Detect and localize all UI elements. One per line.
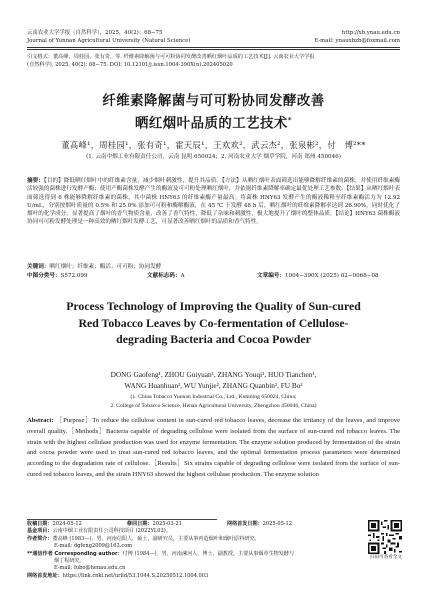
citation-format <box>27 53 400 69</box>
article-id: 1004−390X (2025) 02−0068−08 <box>284 273 379 279</box>
authors-en-line-2: WANG Huanhuan², WU Yunjie², ZHANG Quanbin², FU Bo² <box>124 380 303 390</box>
online-date: 2025-05-12 <box>262 521 293 527</box>
footnotes <box>27 521 357 580</box>
abstract-cn-label: 摘要： <box>27 178 44 184</box>
keywords-cn-label: 关键词： <box>27 264 50 270</box>
qr-label: 扫码可查看全文 <box>369 555 403 560</box>
affiliation-en-line-1: (1. China Tobacco Yunnan Industrial Co., Ltd., Kunming 650024, China; <box>130 394 297 400</box>
journal-title-cn: 云南农业大学学报（自然科学），2025，40(2)：68−75 <box>27 30 163 36</box>
title-en <box>40 298 387 348</box>
abstract-en-label: Abstract: <box>27 417 54 424</box>
affiliation-en <box>30 393 397 412</box>
abstract-en-text: ［Purpose］To reduce the cellulose content in sun-cured red tobacco leaves, decrease the irritancy of the leaves, and improve overall quality.［Methods］Bacteria capable of degrading cellulose were isolated from the surface of sun-cured red tobacco leaves. The strain with the highest cellulase production was used for enzyme fermentation. The enzyme solution produced by fermentation of the strain and cocoa powder were used to treat sun-cured red tobacco leaves, and the optimal fermentation process parameters were determined according to the degradation rate of cellulose.［Results］Six strains capable of degrading cellulose were isolated from the surface of sun-cured red tobacco leaves, and the strain HNY63 showed the highest cellulase production. The enzyme solution <box>27 417 400 478</box>
affiliation-en-line-2: 2. College of Tobacco Science, Henan Agricultural University, Zhengzhou 450046, China) <box>110 403 317 410</box>
corr-author-email[interactable]: E-mail: fubo@henau.edu.cn <box>54 565 126 572</box>
received-date: 2024-05-12 <box>52 521 82 527</box>
keywords-cn <box>27 263 400 271</box>
corr-author-text: 付博 (1984—)，男，河南漯河人，博士，副教授，主要从事烟草生物发酵与 <box>122 550 295 557</box>
header-rule-bottom <box>27 49 400 50</box>
citation-line-1: 引文格式：董高峰，周桂园，张有奇，等. 纤维素降解菌与可可粉协同发酵改善晒红烟叶品质的工艺技术[J]. 云南农业大学学报 <box>27 54 315 60</box>
first-author-text: 董高峰 (1983—)，男，河南信阳人，硕士，副研究员，主要从事再造烟叶和烟叶原料研究。 <box>52 535 260 542</box>
journal-url[interactable]: http://xb.ynau.edu.cn <box>341 30 400 36</box>
title-en-line-3: degrading Bacteria and Cocoa Powder <box>116 332 311 347</box>
classification-meta: 中图分类号：S572.099 文献标志码：A 文章编号：1004−390X (2025) 02−0068−08 <box>27 273 379 279</box>
abstract-en <box>27 416 400 481</box>
journal-title-en: Journal of Yunnan Agricultural University (Natural Science) <box>27 38 191 44</box>
abstract-cn <box>27 177 400 227</box>
online-url-row: 网络首发地址：https://link.cnki.net/urlid/53.1044.S.20250512.1004.003 <box>27 572 209 579</box>
fund-row: 基金项目：云南中烟工业有限责任公司科技项目 (2022YL03)。 <box>27 528 171 535</box>
clc-number: S572.099 <box>60 273 88 279</box>
fund-text: 云南中烟工业有限责任公司科技项目 (2022YL03)。 <box>52 528 171 535</box>
running-header-line-2 <box>27 38 400 45</box>
title-cn-line-2: 晒红烟叶品质的工艺技术* <box>135 116 292 132</box>
abstract-cn-text: 【目的】降低晒红烟叶中的纤维素含量，减少烟叶刺激性，提升其品质。【方法】从晒红烟叶表面筛选出能够降解纤维素的菌株，并使用纤维素酶活较强的菌株进行发酵产酶；使用产酶菌株发酵产生的酶液及可可粉处理晒红烟叶，并依据纤维素降解率确定最优处理工艺参数。【结果】从晒红烟叶表面筛选得到 6 株能够降解纤维素的菌株，其中菌株 HNY63 的纤维素酶产量最高。将菌株 HNY63 发酵产生的酶液稀释至纤维素酶活力为 12.92 U/mL，分别按烟叶质量的 0.5% 和 25.0% 添加可可粉和酶解酶液，在 45 ℃ 下发酵 48 h 后，晒红烟叶的纤维素降解率达到 26.90%，同时优化了烟叶的化学成分，显著提高了烟叶的香气物质含量，改善了香气特性，降低了杂味和刺激性，极大地提升了烟叶的整体品质。【结论】HNY63 菌株酶液协同可可粉发酵处理是一种高效的晒红烟叶发酵工艺，可显著改善晒红烟叶的品质和香气特性。 <box>27 178 400 226</box>
journal-email[interactable]: E-mail: ynauxbzb@foxmail.com <box>314 38 400 44</box>
title-en-line-2: Red Tobacco Leaves by Co-fermentation of Cellulose- <box>78 315 349 330</box>
affiliation-cn: (1. 云南中烟工业有限责任公司，云南 昆明 650024；2. 河南农业大学 烟草学院，河南 郑州 450046) <box>86 154 341 160</box>
document-code: A <box>180 273 185 279</box>
qr-code-icon[interactable] <box>368 520 402 554</box>
keywords-cn-text: 晒红烟叶；纤维素；酶活；可可粉；协同发酵 <box>49 264 162 270</box>
revised-date: 2025-03-21 <box>152 521 182 527</box>
first-author-row: 作者简介：董高峰 (1983—)，男，河南信阳人，硕士，副研究员，主要从事再造烟叶和烟叶原料研究。 <box>27 535 260 542</box>
online-url[interactable]: https://link.cnki.net/urlid/53.1044.S.20250512.1004.003 <box>62 572 209 579</box>
citation-line-2: (自然科学), 2025, 40(2): 68−75. DOI: 10.12101/j.issn.1004-390X(n).202405020 <box>27 62 233 68</box>
authors-en-line-1: DONG Gaofeng¹, ZHOU Guiyuan¹, ZHANG Youqi¹, HUO Tianchen¹, <box>110 370 317 379</box>
running-header-line-1 <box>27 30 400 37</box>
title-cn <box>40 92 387 133</box>
authors-cn: 董高峰¹，周桂园¹，张有奇¹，霍天辰¹，王欢欢²，武云杰²，张泉彬²，付 博²** <box>61 140 366 150</box>
corr-author-row: **通信作者 Corresponding author：付博 (1984—)，男，河南漯河人，博士，副教授，主要从事烟草生物发酵与 <box>27 550 295 557</box>
footnote-rule <box>27 519 217 520</box>
title-en-line-1: Process Technology of Improving the Quality of Sun-cured <box>66 299 361 313</box>
first-author-email[interactable]: E-mail: dgfeng2009@163.com <box>54 543 133 550</box>
authors-en <box>30 370 397 391</box>
date-row: 收稿日期：2024-05-12 修回日期：2025-03-21 网络首发日期：2025-05-12 <box>27 521 293 527</box>
title-footnote-mark: * <box>287 116 292 124</box>
corr-author-text-cont: 烟丁程研究。 <box>54 558 85 565</box>
title-cn-line-1: 纤维素降解菌与可可粉协同发酵改善 <box>102 94 325 109</box>
